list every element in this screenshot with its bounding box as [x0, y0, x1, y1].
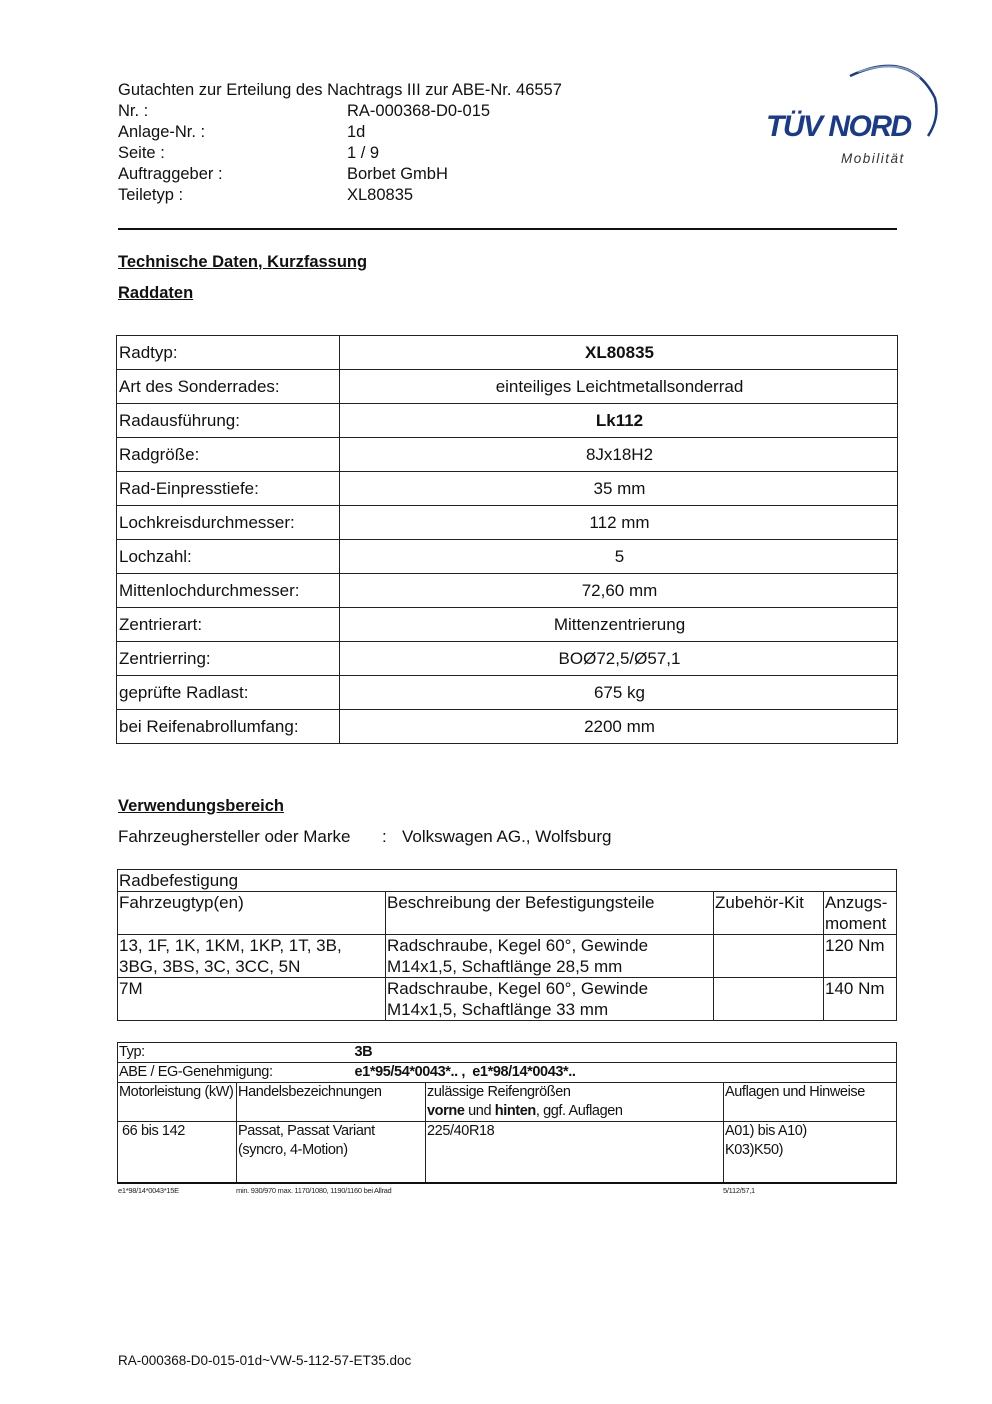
- reifen-header-vorne: vorne: [427, 1103, 465, 1119]
- auflagen-line2: K03)K50): [725, 1142, 784, 1158]
- table-row: [117, 642, 898, 676]
- table-row: [118, 870, 897, 892]
- motorleistung-cell: 66 bis 142: [118, 1122, 237, 1184]
- fahrzeugtypen-cell: 7M: [118, 978, 386, 1021]
- column-header-reifen: [426, 1083, 724, 1122]
- raddaten-value: 5: [340, 540, 898, 574]
- logo-wordmark: TÜV NORD: [766, 110, 911, 143]
- table-header-row: [118, 1083, 897, 1122]
- raddaten-table: [116, 335, 898, 744]
- abe-label: ABE / EG-Genehmigung:: [119, 1064, 273, 1080]
- typ-row: [118, 1043, 897, 1063]
- footer-filename: RA-000368-D0-015-01d~VW-5-112-57-ET35.doc: [118, 1353, 412, 1368]
- header-key: Anlage-Nr. :: [118, 123, 206, 141]
- raddaten-key: Lochkreisdurchmesser:: [117, 506, 340, 540]
- raddaten-value: 112 mm: [340, 506, 898, 540]
- section-title-verwendungsbereich: Verwendungsbereich: [118, 797, 284, 815]
- auflagen-cell: [724, 1122, 897, 1184]
- raddaten-key: Art des Sonderrades:: [117, 370, 340, 404]
- zubehoer-kit-cell: [714, 978, 824, 1021]
- table-row: [117, 574, 898, 608]
- radbefestigung-title: Radbefestigung: [118, 870, 897, 892]
- raddaten-value: einteiliges Leichtmetallsonderrad: [340, 370, 898, 404]
- zubehoer-kit-cell: [714, 935, 824, 978]
- reifengroesse-cell: 225/40R18: [426, 1122, 724, 1184]
- reifen-header-hinten: hinten: [494, 1103, 536, 1119]
- raddaten-value: XL80835: [340, 336, 898, 370]
- hersteller-line: [118, 827, 612, 847]
- abe-row: [118, 1063, 897, 1083]
- raddaten-key: geprüfte Radlast:: [117, 676, 340, 710]
- radbefestigung-table: [117, 869, 897, 1021]
- document-title: Gutachten zur Erteilung des Nachtrags III zur ABE-Nr. 46557: [118, 81, 562, 99]
- abe-value: e1*95/54*0043*.. , e1*98/14*0043*..: [354, 1064, 576, 1080]
- table-row: [117, 676, 898, 710]
- header-key: Auftraggeber :: [118, 165, 223, 183]
- table-header-row: [118, 892, 897, 935]
- typ-value: 3B: [354, 1044, 373, 1060]
- raddaten-value: 675 kg: [340, 676, 898, 710]
- header-value: RA-000368-D0-015: [347, 102, 491, 120]
- raddaten-key: Zentrierart:: [117, 608, 340, 642]
- table-row: [118, 1122, 897, 1184]
- table-row: [117, 370, 898, 404]
- raddaten-key: bei Reifenabrollumfang:: [117, 710, 340, 744]
- anzugsmoment-cell: 140 Nm: [824, 978, 897, 1021]
- raddaten-key: Radgröße:: [117, 438, 340, 472]
- raddaten-key: Radtyp:: [117, 336, 340, 370]
- typ-table: [117, 1042, 897, 1184]
- column-header: Handelsbezeichnungen: [237, 1083, 426, 1122]
- handelsbezeichnung-cell: Passat, Passat Variant (syncro, 4-Motion): [237, 1122, 426, 1184]
- raddaten-value: 2200 mm: [340, 710, 898, 744]
- header-value: 1 / 9: [347, 144, 380, 162]
- raddaten-value: BOØ72,5/Ø57,1: [340, 642, 898, 676]
- raddaten-key: Mittenlochdurchmesser:: [117, 574, 340, 608]
- hersteller-label: Fahrzeughersteller oder Marke: [118, 827, 351, 846]
- raddaten-key: Lochzahl:: [117, 540, 340, 574]
- logo-subtitle: Mobilität: [841, 151, 905, 166]
- table-row: [117, 540, 898, 574]
- hersteller-value: Volkswagen AG., Wolfsburg: [402, 827, 612, 846]
- raddaten-value: 8Jx18H2: [340, 438, 898, 472]
- table-row: [117, 438, 898, 472]
- raddaten-value: Lk112: [340, 404, 898, 438]
- table-row: [117, 404, 898, 438]
- header-value: Borbet GmbH: [347, 165, 448, 183]
- table-row: [117, 608, 898, 642]
- raddaten-value: 35 mm: [340, 472, 898, 506]
- raddaten-key: Zentrierring:: [117, 642, 340, 676]
- note-right: 5/112/57,1: [723, 1186, 755, 1195]
- column-header: Beschreibung der Befestigungsteile: [386, 892, 714, 935]
- header-key: Teiletyp :: [118, 186, 184, 204]
- table-row: [117, 506, 898, 540]
- section-title-technische-daten: Technische Daten, Kurzfassung: [118, 253, 368, 271]
- typ-cell: [118, 1043, 897, 1063]
- raddaten-key: Radausführung:: [117, 404, 340, 438]
- header-value: XL80835: [347, 186, 414, 204]
- header-key: Seite :: [118, 144, 165, 162]
- table-row: [117, 710, 898, 744]
- reifen-header-rest: , ggf. Auflagen: [535, 1103, 623, 1119]
- note-mid: min. 930/970 max. 1170/1080, 1190/1160 bei Allrad: [236, 1186, 392, 1195]
- header-value: 1d: [347, 123, 366, 141]
- table-row: [118, 935, 897, 978]
- raddaten-key: Rad-Einpresstiefe:: [117, 472, 340, 506]
- auflagen-line1: A01) bis A10): [725, 1123, 807, 1139]
- note-left: e1*98/14*0043*15E: [118, 1186, 179, 1195]
- table-row: [118, 978, 897, 1021]
- hersteller-separator: :: [382, 827, 387, 846]
- column-header: Motorleistung (kW): [118, 1083, 237, 1122]
- beschreibung-cell: Radschraube, Kegel 60°, Gewinde M14x1,5, Schaftlänge 33 mm: [386, 978, 714, 1021]
- raddaten-value: Mittenzentrierung: [340, 608, 898, 642]
- raddaten-value: 72,60 mm: [340, 574, 898, 608]
- table-row: [117, 336, 898, 370]
- anzugsmoment-cell: 120 Nm: [824, 935, 897, 978]
- section-title-raddaten: Raddaten: [118, 284, 194, 302]
- column-header: Auflagen und Hinweise: [724, 1083, 897, 1122]
- header-key: Nr. :: [118, 102, 149, 120]
- column-header: Fahrzeugtyp(en): [118, 892, 386, 935]
- fahrzeugtypen-cell: 13, 1F, 1K, 1KM, 1KP, 1T, 3B, 3BG, 3BS, 3C, 3CC, 5N: [118, 935, 386, 978]
- reifen-header-und: und: [464, 1103, 495, 1119]
- beschreibung-cell: Radschraube, Kegel 60°, Gewinde M14x1,5, Schaftlänge 28,5 mm: [386, 935, 714, 978]
- column-header: Zubehör-Kit: [714, 892, 824, 935]
- typ-label: Typ:: [119, 1044, 145, 1060]
- abe-cell: [118, 1063, 897, 1083]
- table-row: [117, 472, 898, 506]
- column-header: Anzugs-moment: [824, 892, 897, 935]
- header-divider: [118, 228, 897, 230]
- reifen-header-line1: zulässige Reifengrößen: [427, 1084, 571, 1100]
